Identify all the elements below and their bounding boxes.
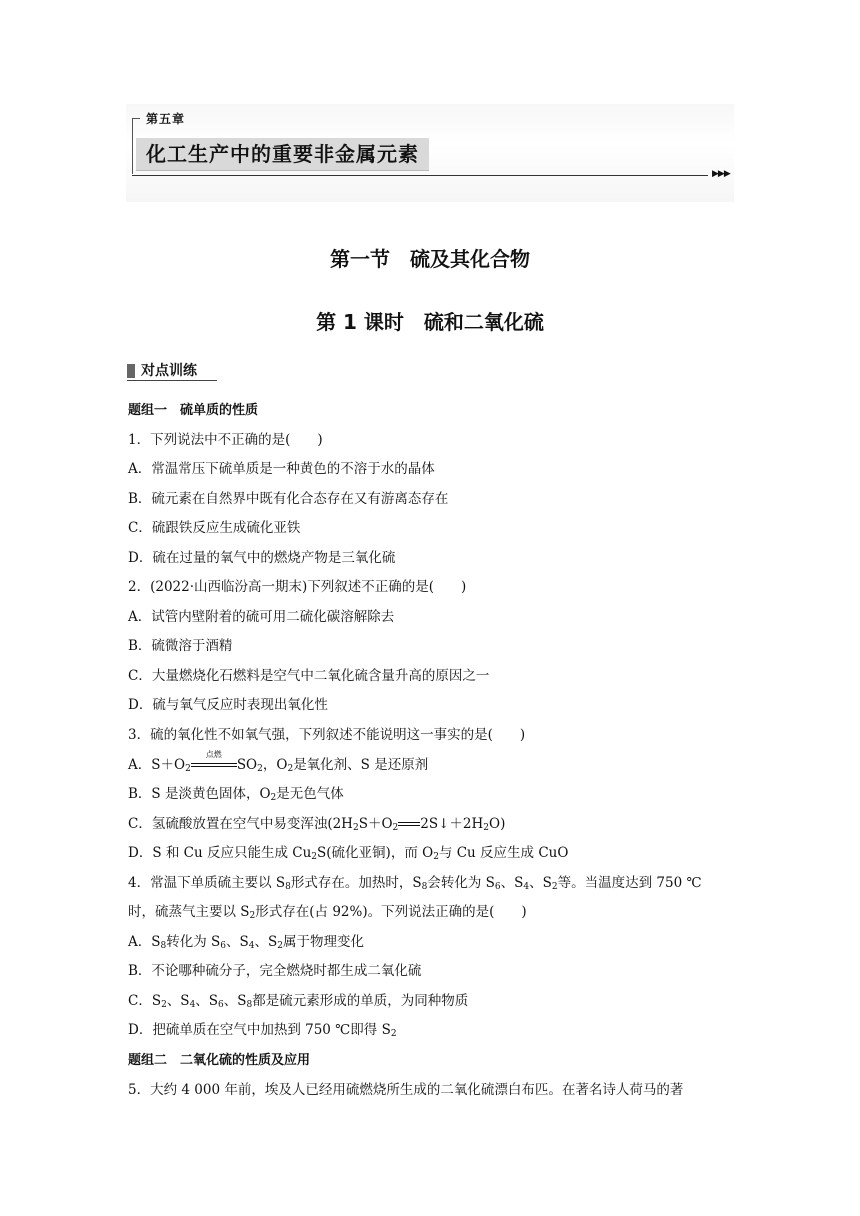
- question-body: [128, 396, 738, 1105]
- equals-sign: [398, 819, 420, 829]
- option-c: C．$S_2$、$S_4$、$S_6$、$S_8$都是硫元素形成的单质，为同种物质: [128, 992, 469, 1010]
- option-d: D．硫在过量的氧气中的燃烧产物是三氧化硫: [128, 549, 396, 566]
- option-a: A．常温常压下硫单质是一种黄色的不溶于水的晶体: [128, 461, 435, 478]
- question-stem: 1．下列说法中不正确的是( ): [128, 431, 323, 448]
- option-d: D．硫与氧气反应时表现出氧化性: [128, 697, 328, 714]
- chapter-title: 化工生产中的重要非金属元素: [146, 142, 419, 166]
- option-c: C．大量燃烧化石燃料是空气中二氧化硫含量升高的原因之一: [128, 667, 490, 684]
- question-stem: 5．大约 4 000 年前，埃及人已经用硫燃烧所生成的二氧化硫漂白布匹。在著名诗人荷马的著: [128, 1081, 684, 1098]
- option-c: C．硫跟铁反应生成硫化亚铁: [128, 520, 301, 537]
- reaction-condition: 点燃: [191, 758, 237, 772]
- option-d: D．把硫单质在空气中加热到 750 ℃即得 $S_2$: [128, 1022, 397, 1040]
- practice-heading-text: 对点训练: [141, 363, 197, 379]
- option-b: B．不论哪种硫分子，完全燃烧时都生成二氧化硫: [128, 963, 422, 980]
- chapter-label: 第五章: [146, 112, 186, 126]
- practice-marker-icon: [127, 364, 135, 378]
- banner-side-line: [132, 118, 133, 174]
- option-b: B．硫微溶于酒精: [128, 638, 233, 655]
- question-stem-continued: 时，硫蒸气主要以 $S_2$形式存在(占 92%)。下列说法正确的是( ): [128, 904, 527, 922]
- chapter-title-box: [136, 138, 429, 171]
- option-c: C．氢硫酸放置在空气中易变浑浊($2H_2S+O_2$ $2S↓+2H_2O$): [128, 815, 506, 833]
- arrow-icon: ▶▶▶: [712, 169, 730, 179]
- section-title: 第一节 硫及其化合物: [330, 247, 530, 271]
- question-stem: 3．硫的氧化性不如氧气强，下列叙述不能说明这一事实的是( ): [128, 727, 526, 744]
- option-b: B．硫元素在自然界中既有化合态存在又有游离态存在: [128, 490, 449, 507]
- question-stem: 4．常温下单质硫主要以 $S_8$形式存在。加热时，$S_8$会转化为 $S_6$、$S_4$、$S_2$等。当温度达到 750 ℃: [128, 874, 702, 892]
- option-d: D．S 和 Cu 反应只能生成 $Cu_2S$(硫化亚铜)，而 $O_2$与 Cu 反应生成 CuO: [128, 845, 569, 863]
- option-b: B．S 是淡黄色固体，$O_2$是无色气体: [128, 786, 344, 804]
- practice-heading: [127, 360, 217, 381]
- question-stem: 2．(2022·山西临汾高一期末)下列叙述不正确的是( ): [128, 579, 467, 596]
- banner-baseline: [132, 175, 708, 176]
- option-a: A．$S_8$转化为 $S_6$、$S_4$、$S_2$属于物理变化: [128, 933, 364, 951]
- group-title: 题组二 二氧化硫的性质及应用: [128, 1053, 311, 1069]
- banner-corner-line: [132, 118, 140, 119]
- option-a: A．$S+O_2$ 点燃 $SO_2$，$O_2$是氧化剂、S 是还原剂: [128, 750, 429, 774]
- group-title: 题组一 硫单质的性质: [128, 403, 259, 418]
- lesson-title: 第 1 课时 硫和二氧化硫: [316, 310, 544, 334]
- option-a: A．试管内壁附着的硫可用二硫化碳溶解除去: [128, 608, 395, 625]
